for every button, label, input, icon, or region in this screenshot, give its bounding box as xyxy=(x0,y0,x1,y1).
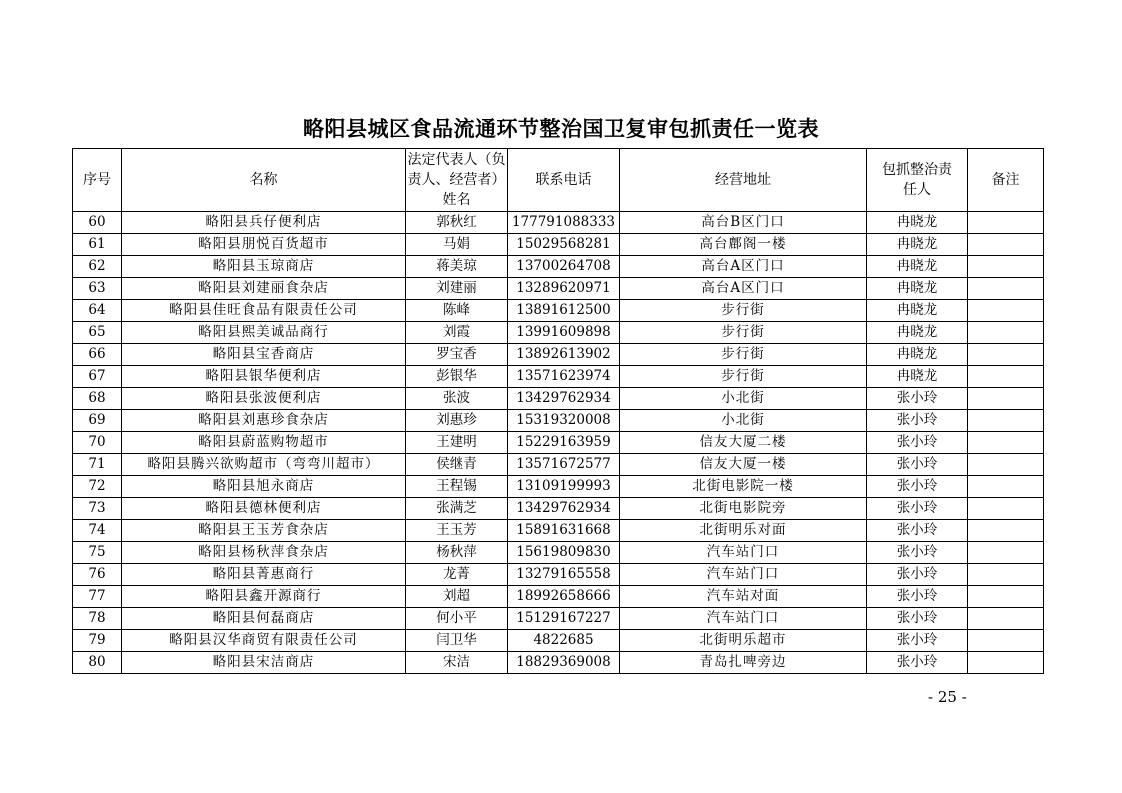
cell-no: 75 xyxy=(73,542,122,564)
table-body xyxy=(73,212,1044,674)
table-row xyxy=(73,652,1044,674)
cell-address: 高台A区门口 xyxy=(620,256,867,278)
cell-responsible-person: 冉晓龙 xyxy=(867,300,968,322)
cell-representative: 王建明 xyxy=(406,432,508,454)
cell-phone: 15619809830 xyxy=(508,542,620,564)
cell-name: 略阳县宝香商店 xyxy=(122,344,406,366)
cell-responsible-person: 张小玲 xyxy=(867,586,968,608)
cell-representative: 闫卫华 xyxy=(406,630,508,652)
table-row xyxy=(73,498,1044,520)
cell-phone: 13891612500 xyxy=(508,300,620,322)
cell-address: 步行街 xyxy=(620,300,867,322)
cell-address: 汽车站门口 xyxy=(620,542,867,564)
cell-name: 略阳县玉琼商店 xyxy=(122,256,406,278)
cell-phone: 15129167227 xyxy=(508,608,620,630)
cell-remark xyxy=(968,652,1044,674)
cell-representative: 王程锡 xyxy=(406,476,508,498)
cell-remark xyxy=(968,498,1044,520)
table-row xyxy=(73,300,1044,322)
cell-responsible-person: 张小玲 xyxy=(867,630,968,652)
cell-responsible-person: 冉晓龙 xyxy=(867,278,968,300)
cell-phone: 15029568281 xyxy=(508,234,620,256)
cell-no: 76 xyxy=(73,564,122,586)
cell-remark xyxy=(968,454,1044,476)
cell-phone: 13991609898 xyxy=(508,322,620,344)
header-responsible-person: 包抓整治责任人 xyxy=(867,149,968,212)
cell-name: 略阳县刘建丽食杂店 xyxy=(122,278,406,300)
cell-address: 青岛扎啤旁边 xyxy=(620,652,867,674)
cell-representative: 刘霞 xyxy=(406,322,508,344)
table-row xyxy=(73,256,1044,278)
cell-responsible-person: 张小玲 xyxy=(867,652,968,674)
cell-name: 略阳县兵仔便利店 xyxy=(122,212,406,234)
cell-representative: 刘惠珍 xyxy=(406,410,508,432)
cell-name: 略阳县腾兴欲购超市（弯弯川超市） xyxy=(122,454,406,476)
cell-phone: 13571623974 xyxy=(508,366,620,388)
cell-responsible-person: 张小玲 xyxy=(867,454,968,476)
cell-no: 73 xyxy=(73,498,122,520)
cell-representative: 蒋美琼 xyxy=(406,256,508,278)
cell-responsible-person: 张小玲 xyxy=(867,608,968,630)
cell-phone: 15891631668 xyxy=(508,520,620,542)
cell-address: 北街明乐对面 xyxy=(620,520,867,542)
cell-remark xyxy=(968,432,1044,454)
cell-address: 小北街 xyxy=(620,410,867,432)
cell-responsible-person: 冉晓龙 xyxy=(867,212,968,234)
cell-representative: 张满芝 xyxy=(406,498,508,520)
cell-name: 略阳县蔚蓝购物超市 xyxy=(122,432,406,454)
cell-name: 略阳县熙美诚品商行 xyxy=(122,322,406,344)
cell-name: 略阳县旭永商店 xyxy=(122,476,406,498)
cell-responsible-person: 张小玲 xyxy=(867,520,968,542)
cell-representative: 罗宝香 xyxy=(406,344,508,366)
cell-representative: 侯继青 xyxy=(406,454,508,476)
cell-name: 略阳县银华便利店 xyxy=(122,366,406,388)
cell-address: 步行街 xyxy=(620,322,867,344)
cell-responsible-person: 张小玲 xyxy=(867,432,968,454)
cell-responsible-person: 冉晓龙 xyxy=(867,366,968,388)
cell-remark xyxy=(968,234,1044,256)
cell-no: 60 xyxy=(73,212,122,234)
page-number: - 25 - xyxy=(928,688,967,706)
cell-name: 略阳县杨秋萍食杂店 xyxy=(122,542,406,564)
cell-responsible-person: 冉晓龙 xyxy=(867,344,968,366)
cell-phone: 15319320008 xyxy=(508,410,620,432)
cell-no: 68 xyxy=(73,388,122,410)
cell-phone: 13700264708 xyxy=(508,256,620,278)
cell-address: 汽车站对面 xyxy=(620,586,867,608)
cell-representative: 郭秋红 xyxy=(406,212,508,234)
cell-no: 74 xyxy=(73,520,122,542)
cell-remark xyxy=(968,586,1044,608)
cell-no: 71 xyxy=(73,454,122,476)
cell-remark xyxy=(968,410,1044,432)
cell-name: 略阳县刘惠珍食杂店 xyxy=(122,410,406,432)
cell-representative: 刘超 xyxy=(406,586,508,608)
cell-responsible-person: 冉晓龙 xyxy=(867,234,968,256)
cell-representative: 王玉芳 xyxy=(406,520,508,542)
cell-phone: 13279165558 xyxy=(508,564,620,586)
cell-no: 64 xyxy=(73,300,122,322)
cell-name: 略阳县宋洁商店 xyxy=(122,652,406,674)
table-row xyxy=(73,234,1044,256)
cell-remark xyxy=(968,608,1044,630)
cell-no: 78 xyxy=(73,608,122,630)
cell-representative: 杨秋萍 xyxy=(406,542,508,564)
cell-remark xyxy=(968,542,1044,564)
cell-representative: 马娟 xyxy=(406,234,508,256)
cell-remark xyxy=(968,344,1044,366)
cell-remark xyxy=(968,520,1044,542)
cell-no: 61 xyxy=(73,234,122,256)
cell-remark xyxy=(968,300,1044,322)
table-row xyxy=(73,366,1044,388)
cell-no: 72 xyxy=(73,476,122,498)
table-row xyxy=(73,388,1044,410)
cell-no: 63 xyxy=(73,278,122,300)
table-row xyxy=(73,520,1044,542)
cell-address: 步行街 xyxy=(620,344,867,366)
cell-name: 略阳县德林便利店 xyxy=(122,498,406,520)
cell-representative: 刘建丽 xyxy=(406,278,508,300)
cell-remark xyxy=(968,630,1044,652)
table-row xyxy=(73,542,1044,564)
cell-responsible-person: 张小玲 xyxy=(867,388,968,410)
table-row xyxy=(73,322,1044,344)
table-row xyxy=(73,476,1044,498)
page-title: 略阳县城区食品流通环节整治国卫复审包抓责任一览表 xyxy=(303,117,819,141)
cell-remark xyxy=(968,388,1044,410)
cell-phone: 13289620971 xyxy=(508,278,620,300)
table-row xyxy=(73,630,1044,652)
cell-no: 62 xyxy=(73,256,122,278)
table-row xyxy=(73,432,1044,454)
cell-address: 北街电影院旁 xyxy=(620,498,867,520)
cell-address: 小北街 xyxy=(620,388,867,410)
cell-remark xyxy=(968,476,1044,498)
cell-remark xyxy=(968,256,1044,278)
cell-phone: 18992658666 xyxy=(508,586,620,608)
cell-remark xyxy=(968,366,1044,388)
header-name: 名称 xyxy=(122,149,406,212)
cell-no: 65 xyxy=(73,322,122,344)
cell-phone: 177791088333 xyxy=(508,212,620,234)
cell-no: 70 xyxy=(73,432,122,454)
cell-name: 略阳县佳旺食品有限责任公司 xyxy=(122,300,406,322)
cell-phone: 4822685 xyxy=(508,630,620,652)
table-row xyxy=(73,278,1044,300)
cell-address: 高台B区门口 xyxy=(620,212,867,234)
cell-phone: 13109199993 xyxy=(508,476,620,498)
cell-remark xyxy=(968,322,1044,344)
header-remark: 备注 xyxy=(968,149,1044,212)
cell-address: 汽车站门口 xyxy=(620,564,867,586)
table-row xyxy=(73,454,1044,476)
cell-responsible-person: 冉晓龙 xyxy=(867,256,968,278)
cell-address: 高台鄜阁一楼 xyxy=(620,234,867,256)
header-no: 序号 xyxy=(73,149,122,212)
responsibility-table xyxy=(72,148,1044,674)
cell-name: 略阳县菁惠商行 xyxy=(122,564,406,586)
cell-responsible-person: 冉晓龙 xyxy=(867,322,968,344)
cell-no: 66 xyxy=(73,344,122,366)
cell-name: 略阳县鑫开源商行 xyxy=(122,586,406,608)
cell-representative: 宋洁 xyxy=(406,652,508,674)
cell-responsible-person: 张小玲 xyxy=(867,410,968,432)
cell-remark xyxy=(968,278,1044,300)
cell-name: 略阳县朋悦百货超市 xyxy=(122,234,406,256)
cell-representative: 龙菁 xyxy=(406,564,508,586)
cell-representative: 彭银华 xyxy=(406,366,508,388)
cell-phone: 13571672577 xyxy=(508,454,620,476)
cell-address: 北街电影院一楼 xyxy=(620,476,867,498)
cell-no: 79 xyxy=(73,630,122,652)
cell-address: 信友大厦一楼 xyxy=(620,454,867,476)
cell-responsible-person: 张小玲 xyxy=(867,476,968,498)
table-row xyxy=(73,344,1044,366)
cell-name: 略阳县汉华商贸有限责任公司 xyxy=(122,630,406,652)
header-address: 经营地址 xyxy=(620,149,867,212)
table-row xyxy=(73,564,1044,586)
cell-representative: 陈峰 xyxy=(406,300,508,322)
cell-address: 高台A区门口 xyxy=(620,278,867,300)
cell-responsible-person: 张小玲 xyxy=(867,564,968,586)
cell-remark xyxy=(968,564,1044,586)
cell-phone: 13429762934 xyxy=(508,388,620,410)
cell-remark xyxy=(968,212,1044,234)
cell-no: 69 xyxy=(73,410,122,432)
cell-address: 信友大厦二楼 xyxy=(620,432,867,454)
table-row xyxy=(73,586,1044,608)
cell-address: 北街明乐超市 xyxy=(620,630,867,652)
cell-name: 略阳县张波便利店 xyxy=(122,388,406,410)
cell-name: 略阳县何磊商店 xyxy=(122,608,406,630)
cell-no: 67 xyxy=(73,366,122,388)
header-representative: 法定代表人（负责人、经营者）姓名 xyxy=(406,149,508,212)
cell-phone: 13429762934 xyxy=(508,498,620,520)
table-row xyxy=(73,608,1044,630)
cell-address: 汽车站门口 xyxy=(620,608,867,630)
cell-phone: 13892613902 xyxy=(508,344,620,366)
cell-name: 略阳县王玉芳食杂店 xyxy=(122,520,406,542)
cell-phone: 15229163959 xyxy=(508,432,620,454)
header-phone: 联系电话 xyxy=(508,149,620,212)
cell-phone: 18829369008 xyxy=(508,652,620,674)
cell-representative: 张波 xyxy=(406,388,508,410)
cell-no: 80 xyxy=(73,652,122,674)
cell-no: 77 xyxy=(73,586,122,608)
cell-representative: 何小平 xyxy=(406,608,508,630)
table-row xyxy=(73,410,1044,432)
header-row xyxy=(73,149,1044,212)
cell-responsible-person: 张小玲 xyxy=(867,542,968,564)
cell-address: 步行街 xyxy=(620,366,867,388)
table-row xyxy=(73,212,1044,234)
cell-responsible-person: 张小玲 xyxy=(867,498,968,520)
